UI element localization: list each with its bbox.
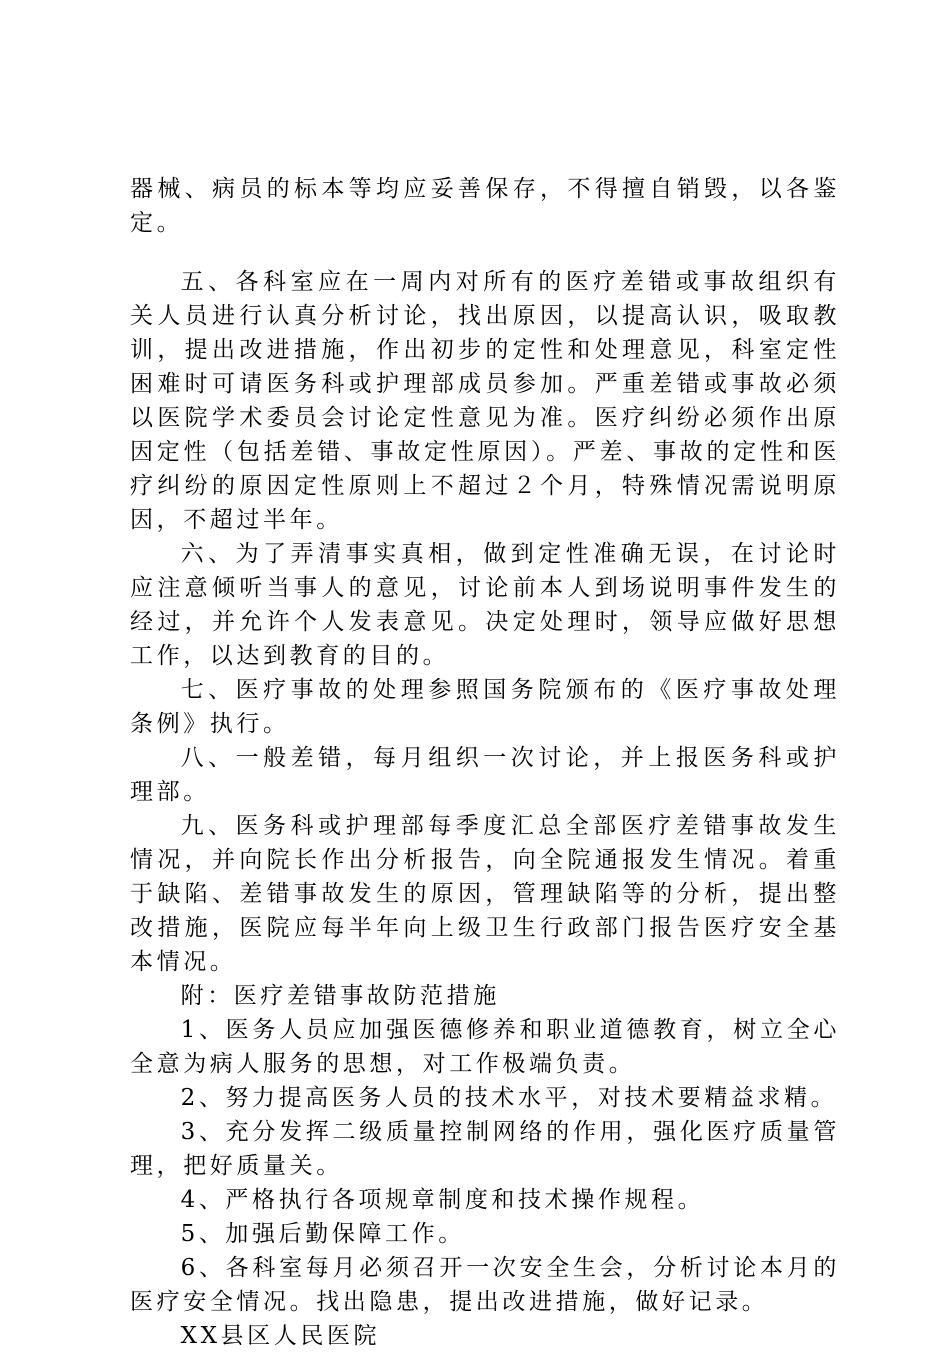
measure-item-3: 3、充分发挥二级质量控制网络的作用，强化医疗质量管理，把好质量关。 — [130, 1119, 840, 1179]
appendix-heading: 附：医疗差错事故防范措施 — [180, 983, 500, 1009]
paragraph-item-5: 五、各科室应在一周内对所有的医疗差错或事故组织有关人员进行认真分析讨论，找出原因，以提高认识，吸取教训，提出改进措施，作出初步的定性和处理意见，科室定性困难时可请医务科或护理部成员参加。严重差错或事故必须以医院学术委员会讨论定性意见为准。医疗纠纷必须作出原因定性（包括差错、事故定性原因）。严差、事故的定性和医疗纠纷的原因定性原则上不超过２个月，特殊情况需说明原因，不超过半年。 — [130, 269, 840, 533]
document-body — [130, 172, 840, 1353]
measure-item-1: 1、医务人员应加强医德修养和职业道德教育，树立全心全意为病人服务的思想，对工作极端负责。 — [130, 1017, 840, 1077]
paragraph-item-6: 六、为了弄清事实真相，做到定性准确无误，在讨论时应注意倾听当事人的意见，讨论前本人到场说明事件发生的经过，并允许个人发表意见。决定处理时，领导应做好思想工作，以达到教育的目的。 — [130, 541, 840, 669]
paragraph-item-8: 八、一般差错，每月组织一次讨论，并上报医务科或护理部。 — [130, 745, 840, 805]
paragraph-continuation: 器械、病员的标本等均应妥善保存，不得擅自销毁，以各鉴定。 — [130, 176, 840, 236]
measure-item-4: 4、严格执行各项规章制度和技术操作规程。 — [180, 1187, 705, 1213]
measure-item-6: 6、各科室每月必须召开一次安全生会，分析讨论本月的医疗安全情况。找出隐患，提出改进措施，做好记录。 — [130, 1255, 840, 1315]
paragraph-item-7: 七、医疗事故的处理参照国务院颁布的《医疗事故处理条例》执行。 — [130, 677, 840, 737]
measure-item-5: 5、加强后勤保障工作。 — [180, 1221, 465, 1247]
signature-hospital-name: XX县区人民医院 — [180, 1323, 381, 1349]
measure-item-2: 2、努力提高医务人员的技术水平，对技术要精益求精。 — [180, 1085, 838, 1111]
paragraph-item-9: 九、医务科或护理部每季度汇总全部医疗差错事故发生情况，并向院长作出分析报告，向全院通报发生情况。着重于缺陷、差错事故发生的原因，管理缺陷等的分析，提出整改措施，医院应每半年向上级卫生行政部门报告医疗安全基本情况。 — [130, 813, 840, 975]
